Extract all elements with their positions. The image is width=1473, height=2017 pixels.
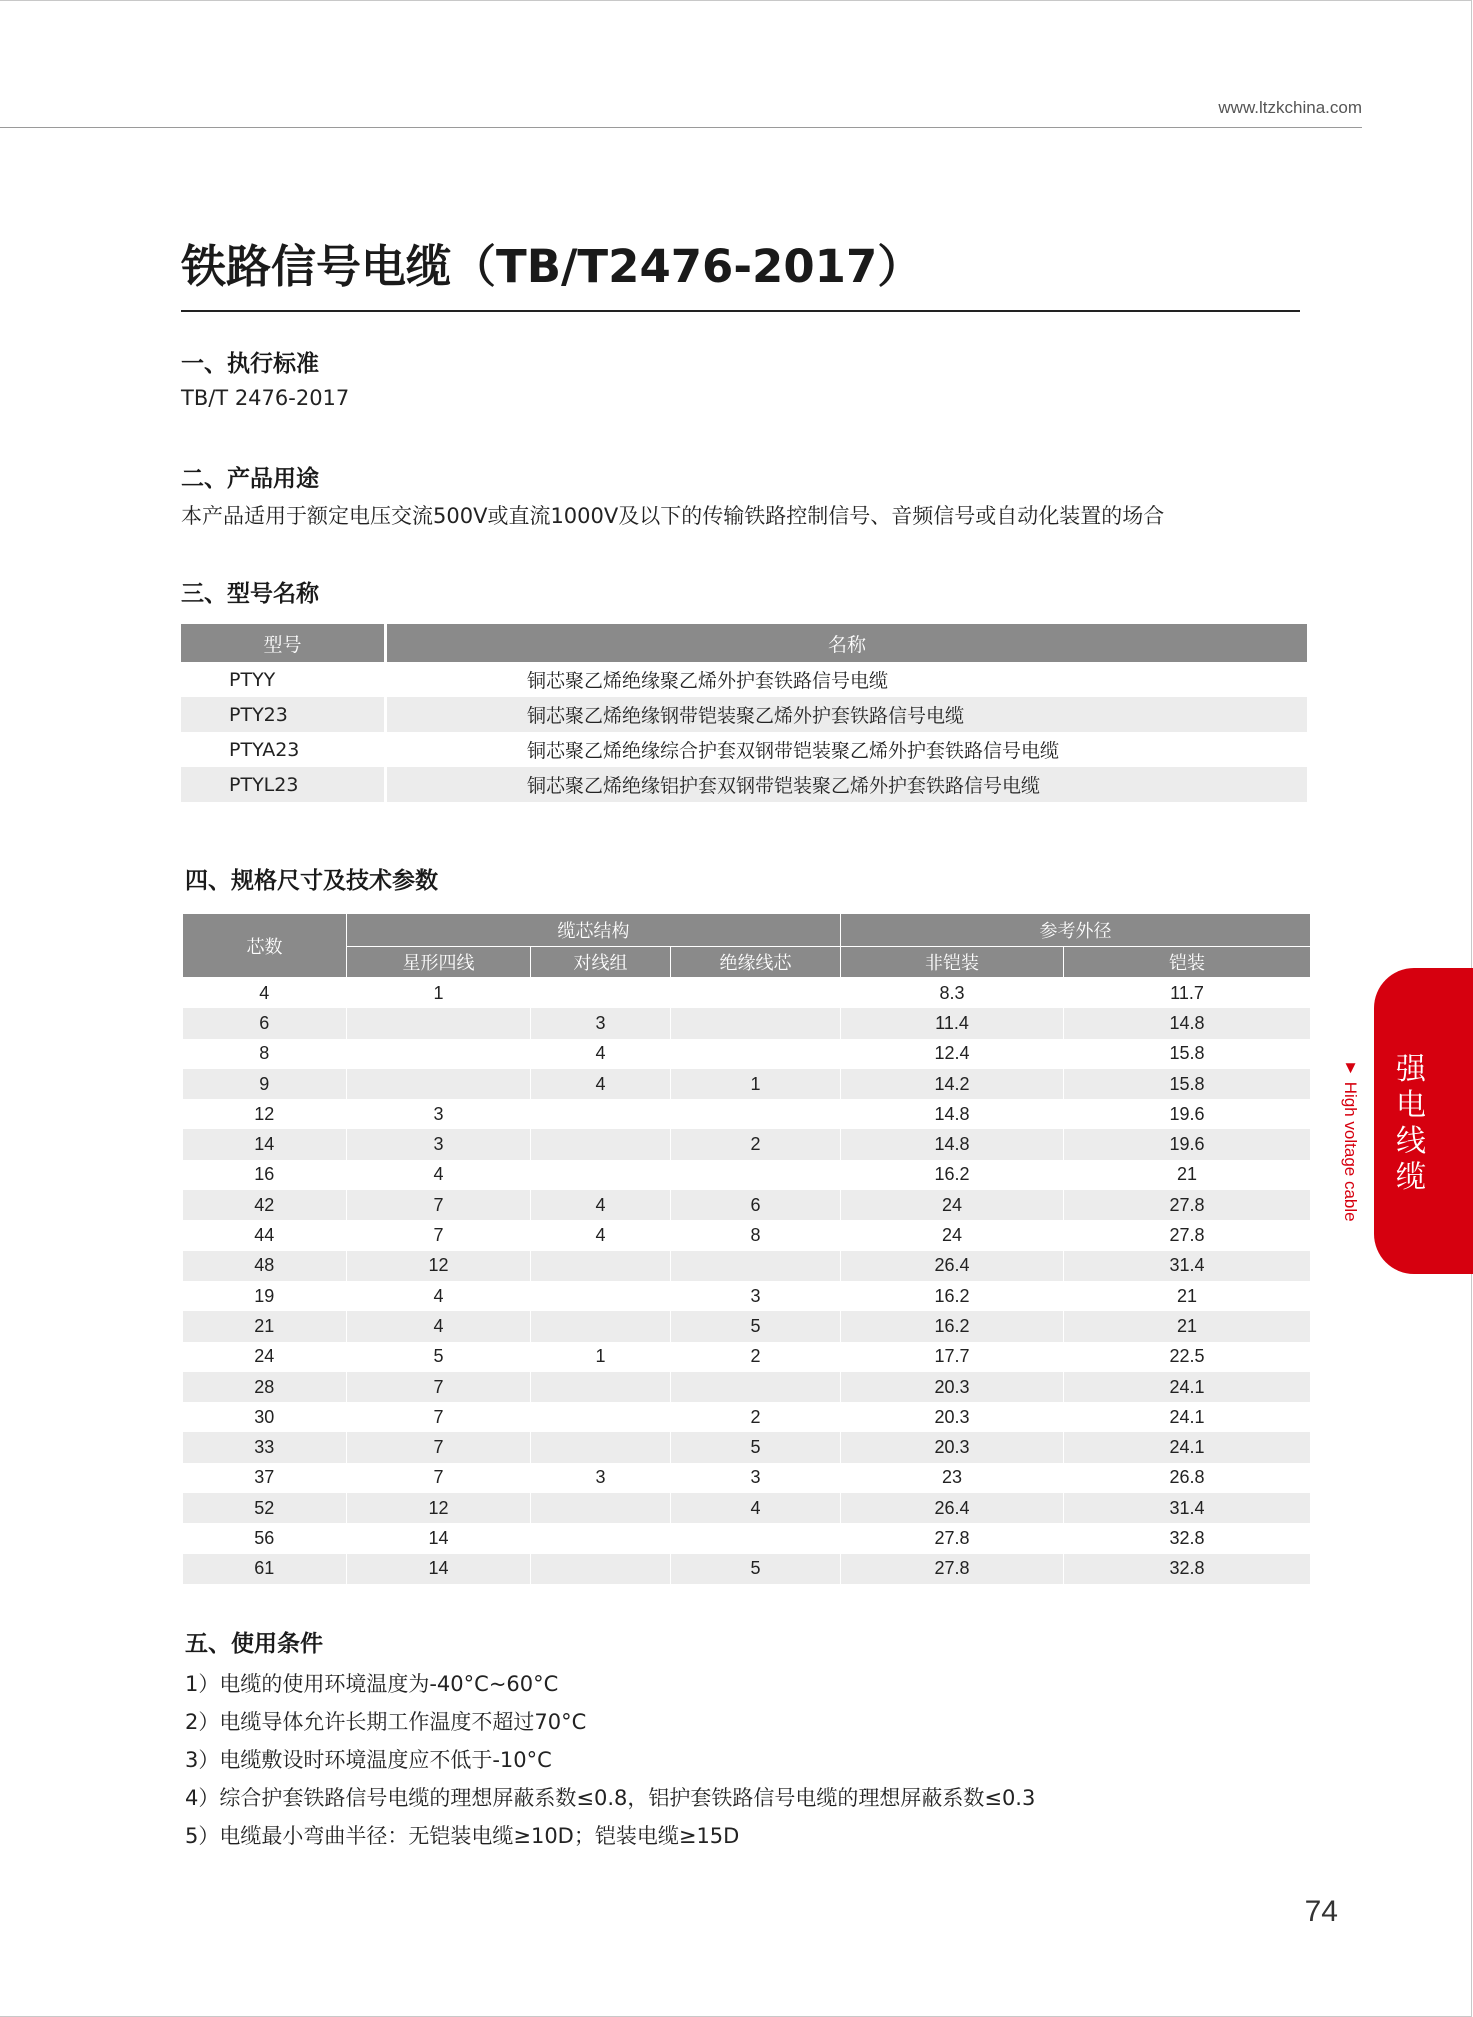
table-cell	[671, 1251, 841, 1281]
usage-text: 本产品适用于额定电压交流500V或直流1000V及以下的传输铁路控制信号、音频信号或自动化装置的场合	[181, 504, 1165, 528]
table-cell: 14	[347, 1554, 531, 1584]
table-row	[183, 1281, 1311, 1311]
model-header: 型号	[181, 624, 386, 662]
table-cell: 61	[183, 1554, 347, 1584]
table-cell	[531, 1160, 671, 1190]
table-row	[183, 1402, 1311, 1432]
table-cell: 23	[841, 1463, 1064, 1493]
table-cell: 14.8	[1064, 1008, 1311, 1038]
cores-header: 芯数	[183, 914, 347, 978]
table-cell: 24.1	[1064, 1432, 1311, 1462]
table-cell: 21	[1064, 1281, 1311, 1311]
table-cell: 20.3	[841, 1432, 1064, 1462]
table-cell: 1	[671, 1069, 841, 1099]
table-cell: 5	[671, 1554, 841, 1584]
table-cell: 4	[183, 978, 347, 1009]
table-cell	[531, 1432, 671, 1462]
table-cell	[531, 1372, 671, 1402]
table-cell: 15.8	[1064, 1069, 1311, 1099]
table-cell: 2	[671, 1342, 841, 1372]
table-cell: 6	[183, 1008, 347, 1038]
table-cell: 33	[183, 1432, 347, 1462]
table-cell: 32.8	[1064, 1554, 1311, 1584]
table-cell: 42	[183, 1190, 347, 1220]
table-cell: 22.5	[1064, 1342, 1311, 1372]
table-row	[181, 697, 1307, 732]
table-cell: 21	[183, 1311, 347, 1341]
usage-heading: 二、产品用途	[181, 466, 319, 492]
table-row	[183, 1554, 1311, 1584]
table-cell: 4	[531, 1039, 671, 1069]
table-cell: 24.1	[1064, 1402, 1311, 1432]
model-name: 铜芯聚乙烯绝缘综合护套双钢带铠装聚乙烯外护套铁路信号电缆	[527, 740, 1060, 762]
table-cell: 37	[183, 1463, 347, 1493]
table-cell: 28	[183, 1372, 347, 1402]
table-cell	[531, 1251, 671, 1281]
table-cell	[347, 1008, 531, 1038]
table-cell: 4	[531, 1220, 671, 1250]
condition-item: 3）电缆敷设时环境温度应不低于-10°C	[185, 1748, 552, 1772]
table-cell: 14.2	[841, 1069, 1064, 1099]
name-header: 名称	[386, 624, 1308, 662]
table-cell: 12	[347, 1251, 531, 1281]
table-cell	[531, 1523, 671, 1553]
table-cell: 3	[347, 1129, 531, 1159]
table-row	[183, 1069, 1311, 1099]
table-cell: 4	[347, 1281, 531, 1311]
table-cell: 15.8	[1064, 1039, 1311, 1069]
model-name: 铜芯聚乙烯绝缘钢带铠装聚乙烯外护套铁路信号电缆	[386, 697, 1308, 732]
table-cell: 27.8	[1064, 1190, 1311, 1220]
table-cell: 19.6	[1064, 1099, 1311, 1129]
table-cell: 8	[671, 1220, 841, 1250]
table-row	[181, 767, 1307, 802]
table-cell: 3	[671, 1281, 841, 1311]
table-row	[181, 732, 1307, 767]
table-cell: 26.8	[1064, 1463, 1311, 1493]
header-divider	[0, 127, 1362, 128]
table-row	[181, 662, 1307, 697]
table-cell	[531, 1402, 671, 1432]
pair-header: 对线组	[531, 947, 671, 978]
table-cell	[347, 1039, 531, 1069]
table-cell: 24	[183, 1342, 347, 1372]
table-row	[183, 1099, 1311, 1129]
table-row	[183, 1190, 1311, 1220]
table-cell: 11.4	[841, 1008, 1064, 1038]
table-cell: 1	[347, 978, 531, 1009]
table-row	[183, 1160, 1311, 1190]
model-code: PTYY	[181, 662, 386, 697]
table-cell: 7	[347, 1190, 531, 1220]
table-cell: 7	[347, 1463, 531, 1493]
table-cell: 20.3	[841, 1372, 1064, 1402]
table-cell: 12	[183, 1099, 347, 1129]
table-cell: 52	[183, 1493, 347, 1523]
table-cell: 26.4	[841, 1251, 1064, 1281]
table-cell	[531, 1554, 671, 1584]
structure-header: 缆芯结构	[347, 914, 841, 947]
table-cell: 7	[347, 1432, 531, 1462]
table-row	[183, 1432, 1311, 1462]
standard-text: TB/T 2476-2017	[181, 386, 350, 410]
standard-heading: 一、执行标准	[181, 351, 319, 377]
table-cell: 8	[183, 1039, 347, 1069]
table-cell: 2	[671, 1402, 841, 1432]
table-cell: 20.3	[841, 1402, 1064, 1432]
table-cell: 30	[183, 1402, 347, 1432]
table-cell	[671, 1039, 841, 1069]
table-cell: 11.7	[1064, 978, 1311, 1009]
table-cell: 16.2	[841, 1311, 1064, 1341]
table-cell: 3	[347, 1099, 531, 1129]
table-cell: 12.4	[841, 1039, 1064, 1069]
table-row	[183, 1342, 1311, 1372]
specs-heading: 四、规格尺寸及技术参数	[185, 868, 438, 894]
title-divider	[181, 310, 1300, 312]
table-cell: 4	[671, 1493, 841, 1523]
table-cell	[531, 1311, 671, 1341]
table-cell: 21	[1064, 1160, 1311, 1190]
table-cell: 3	[531, 1008, 671, 1038]
table-cell	[531, 1493, 671, 1523]
table-cell: 16.2	[841, 1160, 1064, 1190]
table-cell: 5	[347, 1342, 531, 1372]
table-cell: 14.8	[841, 1099, 1064, 1129]
model-code: PTYL23	[181, 767, 386, 802]
table-cell: 17.7	[841, 1342, 1064, 1372]
star-quad-header: 星形四线	[347, 947, 531, 978]
table-cell	[671, 1008, 841, 1038]
model-name: 铜芯聚乙烯绝缘聚乙烯外护套铁路信号电缆	[527, 670, 889, 692]
table-cell: 32.8	[1064, 1523, 1311, 1553]
table-cell: 14	[183, 1129, 347, 1159]
condition-item: 1）电缆的使用环境温度为-40°C~60°C	[185, 1672, 559, 1696]
model-code: PTY23	[181, 697, 386, 732]
table-row	[183, 1523, 1311, 1553]
table-row	[183, 1311, 1311, 1341]
table-cell	[671, 1372, 841, 1402]
condition-item: 4）综合护套铁路信号电缆的理想屏蔽系数≤0.8，铝护套铁路信号电缆的理想屏蔽系数≤0.3	[185, 1786, 1036, 1810]
table-cell: 4	[347, 1311, 531, 1341]
table-cell: 3	[671, 1463, 841, 1493]
table-cell: 4	[531, 1190, 671, 1220]
table-cell: 7	[347, 1372, 531, 1402]
table-row	[183, 1129, 1311, 1159]
table-cell: 12	[347, 1493, 531, 1523]
website-url: www.ltzkchina.com	[1218, 98, 1362, 117]
table-cell: 8.3	[841, 978, 1064, 1009]
table-cell	[671, 1523, 841, 1553]
table-cell	[531, 1099, 671, 1129]
table-cell: 48	[183, 1251, 347, 1281]
table-cell: 9	[183, 1069, 347, 1099]
table-cell: 27.8	[1064, 1220, 1311, 1250]
table-cell: 2	[671, 1129, 841, 1159]
table-cell	[347, 1069, 531, 1099]
table-cell	[531, 1129, 671, 1159]
table-row	[183, 1493, 1311, 1523]
condition-item: 5）电缆最小弯曲半径：无铠装电缆≥10D；铠装电缆≥15D	[185, 1824, 740, 1848]
table-cell: 7	[347, 1402, 531, 1432]
table-row	[183, 1039, 1311, 1069]
table-cell	[671, 978, 841, 1009]
table-cell: 5	[671, 1432, 841, 1462]
table-cell: 16.2	[841, 1281, 1064, 1311]
table-cell: 16	[183, 1160, 347, 1190]
table-cell: 19	[183, 1281, 347, 1311]
spec-table	[182, 913, 1311, 1584]
model-code: PTYA23	[181, 732, 386, 767]
table-cell: 19.6	[1064, 1129, 1311, 1159]
armored-header: 铠装	[1064, 947, 1311, 978]
page-number: 74	[1304, 1895, 1338, 1928]
models-heading: 三、型号名称	[181, 581, 319, 607]
table-cell: 31.4	[1064, 1251, 1311, 1281]
table-row	[183, 1463, 1311, 1493]
table-row	[183, 1251, 1311, 1281]
page-title: 铁路信号电缆（TB/T2476-2017）	[181, 240, 923, 293]
condition-item: 2）电缆导体允许长期工作温度不超过70°C	[185, 1710, 587, 1734]
table-cell: 6	[671, 1190, 841, 1220]
unarmored-header: 非铠装	[841, 947, 1064, 978]
table-cell: 31.4	[1064, 1493, 1311, 1523]
conditions-heading: 五、使用条件	[185, 1631, 323, 1657]
table-row	[183, 1372, 1311, 1402]
table-cell: 24	[841, 1190, 1064, 1220]
table-cell: 24	[841, 1220, 1064, 1250]
table-row	[183, 1220, 1311, 1250]
table-cell	[531, 1281, 671, 1311]
table-cell: 3	[531, 1463, 671, 1493]
side-tab-label: 强电线缆	[1396, 1052, 1426, 1195]
table-cell: 7	[347, 1220, 531, 1250]
table-cell: 26.4	[841, 1493, 1064, 1523]
table-cell: 27.8	[841, 1554, 1064, 1584]
diameter-header: 参考外径	[841, 914, 1311, 947]
insulated-header: 绝缘线芯	[671, 947, 841, 978]
table-cell: 14	[347, 1523, 531, 1553]
model-name: 铜芯聚乙烯绝缘铝护套双钢带铠装聚乙烯外护套铁路信号电缆	[386, 767, 1308, 802]
table-cell	[671, 1160, 841, 1190]
table-cell: 5	[671, 1311, 841, 1341]
table-cell: 1	[531, 1342, 671, 1372]
table-cell: 27.8	[841, 1523, 1064, 1553]
table-cell: 14.8	[841, 1129, 1064, 1159]
table-cell	[531, 978, 671, 1009]
table-cell: 4	[347, 1160, 531, 1190]
table-row	[183, 1008, 1311, 1038]
table-cell: 56	[183, 1523, 347, 1553]
table-cell: 21	[1064, 1311, 1311, 1341]
model-table	[181, 624, 1307, 802]
table-cell: 4	[531, 1069, 671, 1099]
table-cell: 44	[183, 1220, 347, 1250]
table-cell	[671, 1099, 841, 1129]
table-row	[183, 978, 1311, 1009]
side-tab-english-label: ▼ High voltage cable	[1341, 1058, 1360, 1222]
table-cell: 24.1	[1064, 1372, 1311, 1402]
